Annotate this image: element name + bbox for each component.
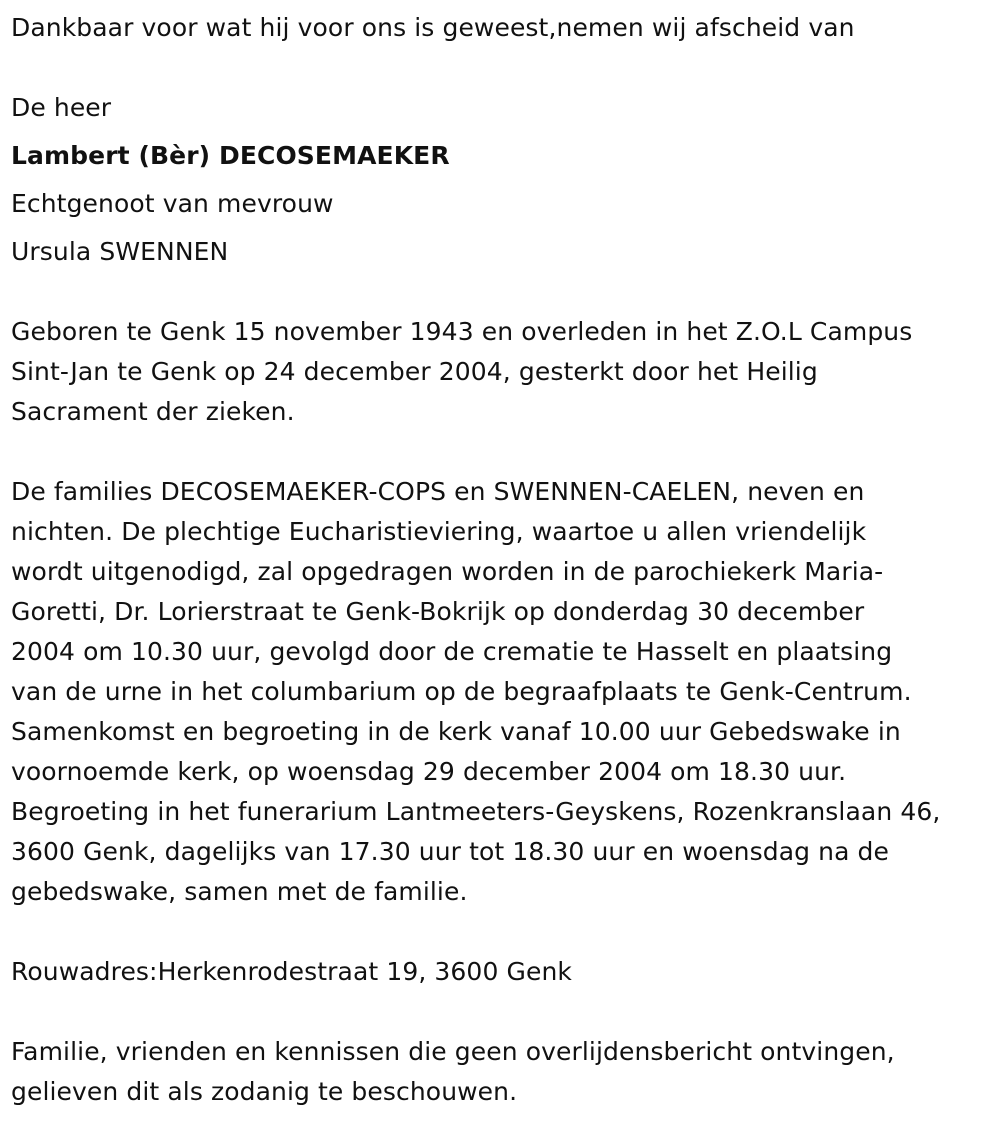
paragraph-line: Familie, vrienden en kennissen die geen overlijdensbericht ontvingen, [11,1037,895,1066]
paragraph-line: gebedswake, samen met de familie. [11,877,468,906]
paragraph-line: wordt uitgenodigd, zal opgedragen worden in de parochiekerk Maria- [11,557,884,586]
salutation: De heer [11,93,112,122]
paragraph-line: 2004 om 10.30 uur, gevolgd door de crematie te Hasselt en plaatsing [11,637,893,666]
paragraph-line: Sacrament der zieken. [11,397,295,426]
spouse-name: Ursula SWENNEN [11,237,229,266]
spouse-label: Echtgenoot van mevrouw [11,189,334,218]
closing-paragraph [11,1032,990,1112]
paragraph-line: Geboren te Genk 15 november 1943 en overleden in het Z.O.L Campus [11,317,913,346]
families-paragraph [11,472,990,912]
intro-text: Dankbaar voor wat hij voor ons is geweest,nemen wij afscheid van [11,13,855,42]
paragraph-line: Goretti, Dr. Lorierstraat te Genk-Bokrijk op donderdag 30 december [11,597,865,626]
paragraph-line: Begroeting in het funerarium Lantmeeters-Geyskens, Rozenkranslaan 46, [11,797,941,826]
birth-death-paragraph [11,312,990,432]
paragraph-line: voornoemde kerk, op woensdag 29 december 2004 om 18.30 uur. [11,757,847,786]
address-paragraph [11,952,990,992]
paragraph-line: gelieven dit als zodanig te beschouwen. [11,1077,518,1106]
deceased-name: Lambert (Bèr) DECOSEMAEKER [11,141,450,170]
mourning-address: Rouwadres:Herkenrodestraat 19, 3600 Genk [11,957,572,986]
paragraph-line: De families DECOSEMAEKER-COPS en SWENNEN-CAELEN, neven en [11,477,865,506]
paragraph-line: 3600 Genk, dagelijks van 17.30 uur tot 18.30 uur en woensdag na de [11,837,890,866]
paragraph-line: nichten. De plechtige Eucharistieviering, waartoe u allen vriendelijk [11,517,867,546]
paragraph-line: Sint-Jan te Genk op 24 december 2004, gesterkt door het Heilig [11,357,818,386]
paragraph-line: van de urne in het columbarium op de begraafplaats te Genk-Centrum. [11,677,912,706]
paragraph-line: Samenkomst en begroeting in de kerk vanaf 10.00 uur Gebedswake in [11,717,901,746]
